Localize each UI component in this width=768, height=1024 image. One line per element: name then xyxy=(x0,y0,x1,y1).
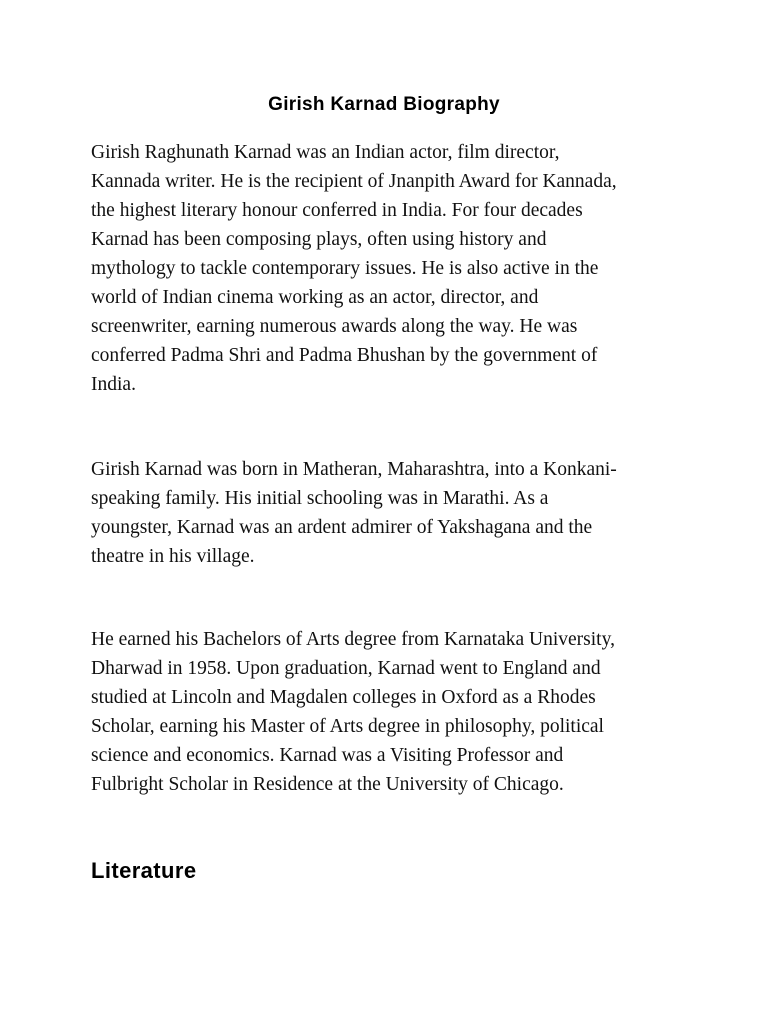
paragraph-early-life xyxy=(91,455,691,571)
paragraph-line: Scholar, earning his Master of Arts degree in philosophy, political xyxy=(91,716,604,737)
paragraph-line: Fulbright Scholar in Residence at the University of Chicago. xyxy=(91,774,564,795)
paragraph-line: youngster, Karnad was an ardent admirer of Yakshagana and the xyxy=(91,517,593,538)
paragraph-line: Girish Raghunath Karnad was an Indian actor, film director, xyxy=(91,142,560,163)
paragraph-line: mythology to tackle contemporary issues. He is also active in the xyxy=(91,258,599,279)
paragraph-line: the highest literary honour conferred in India. For four decades xyxy=(91,200,583,221)
paragraph-intro xyxy=(91,138,691,399)
paragraph-line: Kannada writer. He is the recipient of Jnanpith Award for Kannada, xyxy=(91,171,617,192)
paragraph-line: conferred Padma Shri and Padma Bhushan by the government of xyxy=(91,345,598,366)
paragraph-line: world of Indian cinema working as an actor, director, and xyxy=(91,287,539,308)
paragraph-line: He earned his Bachelors of Arts degree from Karnataka University, xyxy=(91,629,615,650)
section-heading-literature: Literature xyxy=(91,858,197,883)
paragraph-line: speaking family. His initial schooling was in Marathi. As a xyxy=(91,488,549,509)
paragraph-line: Girish Karnad was born in Matheran, Maharashtra, into a Konkani- xyxy=(91,459,617,480)
paragraph-education xyxy=(91,625,691,799)
paragraph-line: theatre in his village. xyxy=(91,546,255,567)
paragraph-line: Dharwad in 1958. Upon graduation, Karnad went to England and xyxy=(91,658,601,679)
paragraph-line: India. xyxy=(91,374,136,395)
paragraph-line: science and economics. Karnad was a Visiting Professor and xyxy=(91,745,564,766)
paragraph-line: Karnad has been composing plays, often using history and xyxy=(91,229,547,250)
paragraph-line: screenwriter, earning numerous awards along the way. He was xyxy=(91,316,578,337)
document-title: Girish Karnad Biography xyxy=(268,94,500,115)
paragraph-line: studied at Lincoln and Magdalen colleges in Oxford as a Rhodes xyxy=(91,687,596,708)
